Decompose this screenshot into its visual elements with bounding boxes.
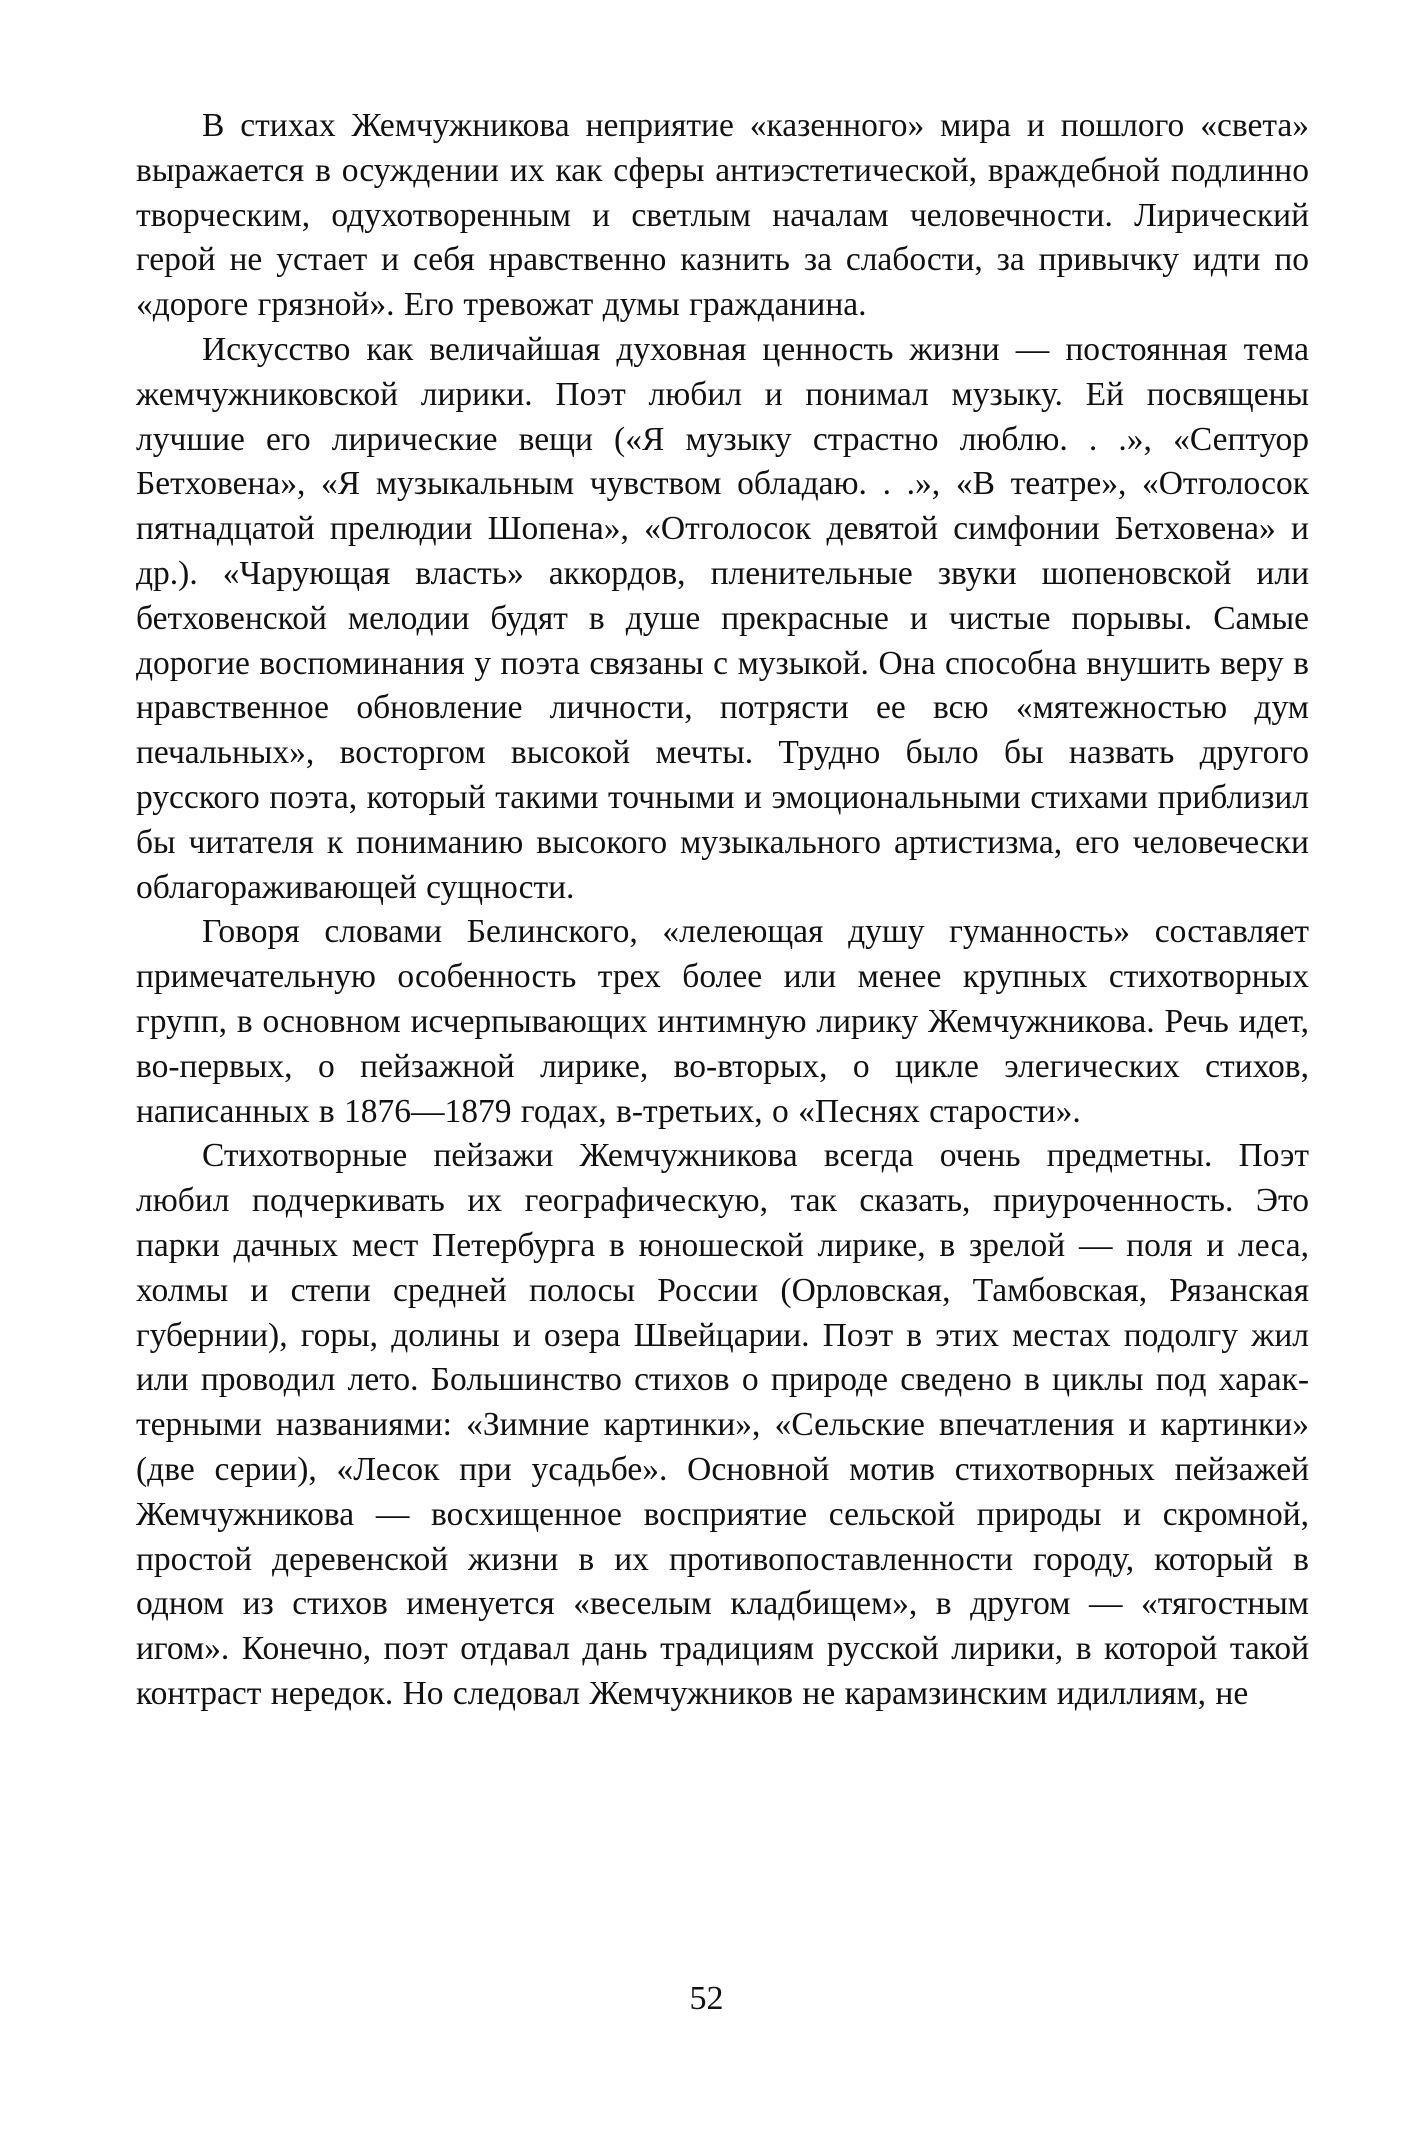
paragraph-4: Стихотворные пейзажи Жемчужникова всегда очень предметны. Поэт любил подчеркивать их географическую, так сказать, приуроченность. Это парки дачных мест Петербурга в юношеской лирике, в зрелой — поля и леса, холмы и степи средней полосы России (Орловская, Тамбовская, Рязанская губернии), горы, долины и озера Швейцарии. Поэт в этих местах подолгу жил или проводил лето. Большинство стихов о природе сведено в циклы под характерными названиями: «Зимние картинки», «Сельские впечатления и картинки» (две серии), «Лесок при усадьбе». Основной мотив стихотворных пейзажей Жемчужникова — восхищенное восприятие сельской природы и скромной, простой деревенской жизни в их противопоставленности городу, который в одном из стихов именуется «веселым кладбищем», в другом — «тягостным игом». Конечно, поэт отдавал дань традициям русской лирики, в которой такой контраст нередок. Но следовал Жемчужников не карамзинским идиллиям, не: [136, 1137, 1309, 1712]
page-body: [136, 104, 1309, 1717]
page-number: 52: [689, 1980, 724, 2017]
paragraph-2: Искусство как величайшая духовная ценность жизни — постоянная тема жемчужниковской лирики. Поэт любил и понимал музыку. Ей посвящены лучшие его лирические вещи («Я музыку страстно люблю. . .», «Септуор Бетховена», «Я музыкальным чувством обладаю. . .», «В театре», «Отголосок пятнадцатой прелюдии Шопена», «Отголосок девятой симфонии Бетховена» и др.). «Чарующая власть» аккордов, пленительные звуки шопеновской или бетховенской мелодии будят в душе прекрасные и чистые порывы. Самые дорогие воспоминания у поэта связаны с музыкой. Она способна внушить веру в нравственное обновление личности, потрясти ее всю «мятежностью дум печальных», восторгом высокой мечты. Трудно было бы назвать другого русского поэта, который такими точными и эмоциональными стихами приблизил бы читателя к пониманию высокого музыкального артистизма, его человечески облагораживающей сущности.: [136, 330, 1309, 906]
paragraph-1: В стихах Жемчужникова неприятие «казенного» мира и пошлого «света» выражается в осуждении их как сферы антиэстетической, враждебной подлинно творческим, одухотворенным и светлым началам человечности. Лирический герой не устает и себя нравственно казнить за слабости, за привычку идти по «дороге грязной». Его тревожат думы гражданина.: [136, 107, 1309, 324]
paragraph-3: Говоря словами Белинского, «лелеющая душу гуманность» составляет примечательную особенность трех более или менее крупных стихотворных групп, в основном исчерпывающих интимную лирику Жемчужникова. Речь идет, во-первых, о пейзажной лирике, во-вторых, о цикле элегических стихов, написанных в 1876—1879 годах, в-третьих, о «Песнях старости».: [136, 913, 1309, 1130]
